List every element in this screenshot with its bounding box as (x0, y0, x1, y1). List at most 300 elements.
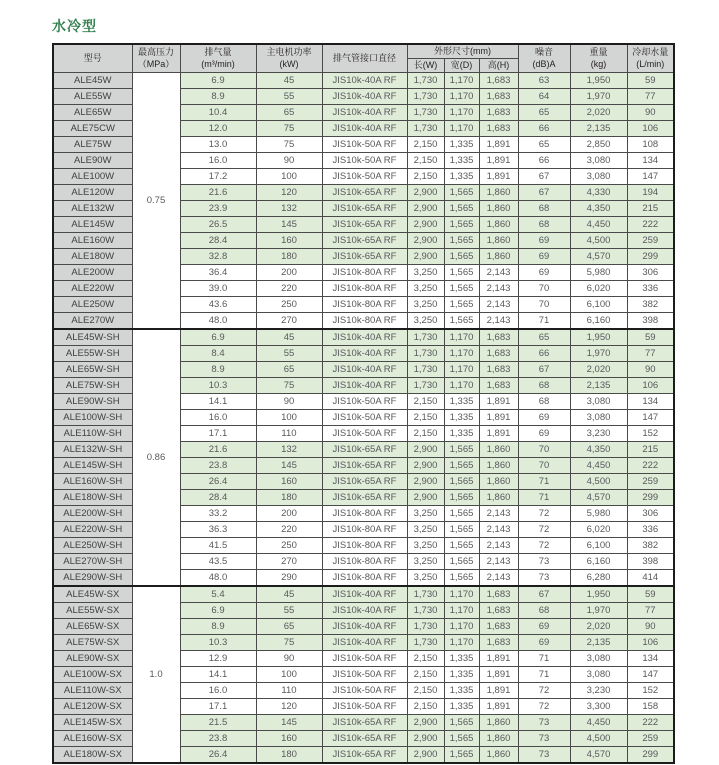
weight-cell: 4,570 (570, 490, 627, 506)
pipe-cell: JIS10k-65A RF (322, 442, 407, 458)
model-cell: ALE270W-SH (53, 554, 132, 570)
weight-cell: 3,080 (570, 651, 627, 667)
noise-cell: 72 (518, 522, 570, 538)
model-cell: ALE270W (53, 313, 132, 330)
pipe-cell: JIS10k-80A RF (322, 297, 407, 313)
dim-w-cell: 2,900 (407, 233, 444, 249)
power-cell: 75 (256, 378, 322, 394)
model-cell: ALE90W-SX (53, 651, 132, 667)
noise-cell: 69 (518, 635, 570, 651)
pressure-cell: 0.86 (132, 329, 180, 586)
cooling-cell: 152 (627, 426, 674, 442)
power-cell: 90 (256, 153, 322, 169)
dim-w-cell: 1,730 (407, 603, 444, 619)
dim-d-cell: 1,565 (444, 217, 479, 233)
pipe-cell: JIS10k-40A RF (322, 121, 407, 137)
dim-h-cell: 1,683 (479, 619, 518, 635)
displacement-cell: 23.8 (180, 458, 256, 474)
model-cell: ALE100W-SX (53, 667, 132, 683)
spec-table-body (53, 73, 674, 764)
dim-w-cell: 2,150 (407, 153, 444, 169)
dim-d-cell: 1,565 (444, 297, 479, 313)
displacement-cell: 8.4 (180, 346, 256, 362)
displacement-cell: 13.0 (180, 137, 256, 153)
cooling-cell: 106 (627, 121, 674, 137)
noise-cell: 70 (518, 458, 570, 474)
dim-d-cell: 1,170 (444, 105, 479, 121)
displacement-cell: 16.0 (180, 153, 256, 169)
model-cell: ALE132W (53, 201, 132, 217)
dim-d-cell: 1,335 (444, 426, 479, 442)
pipe-cell: JIS10k-40A RF (322, 603, 407, 619)
pipe-cell: JIS10k-40A RF (322, 619, 407, 635)
displacement-cell: 10.3 (180, 378, 256, 394)
dim-w-cell: 1,730 (407, 346, 444, 362)
cooling-cell: 299 (627, 490, 674, 506)
col-header-dim-h: 高(H) (479, 59, 518, 73)
dim-h-cell: 1,860 (479, 490, 518, 506)
noise-cell: 69 (518, 426, 570, 442)
power-cell: 220 (256, 522, 322, 538)
pressure-cell: 1.0 (132, 586, 180, 763)
dim-h-cell: 1,891 (479, 667, 518, 683)
dim-d-cell: 1,565 (444, 281, 479, 297)
dim-d-cell: 1,565 (444, 554, 479, 570)
pipe-cell: JIS10k-50A RF (322, 651, 407, 667)
cooling-cell: 398 (627, 554, 674, 570)
pipe-cell: JIS10k-40A RF (322, 346, 407, 362)
dim-h-cell: 1,891 (479, 426, 518, 442)
pipe-cell: JIS10k-80A RF (322, 554, 407, 570)
pipe-cell: JIS10k-50A RF (322, 153, 407, 169)
dim-w-cell: 1,730 (407, 586, 444, 603)
model-cell: ALE100W (53, 169, 132, 185)
displacement-cell: 12.0 (180, 121, 256, 137)
dim-h-cell: 1,860 (479, 458, 518, 474)
power-cell: 290 (256, 570, 322, 587)
dim-h-cell: 1,860 (479, 185, 518, 201)
dim-w-cell: 1,730 (407, 121, 444, 137)
header-line: 冷却水量 (632, 47, 669, 58)
col-header-noise (518, 44, 570, 73)
dim-w-cell: 1,730 (407, 105, 444, 121)
model-cell: ALE220W (53, 281, 132, 297)
cooling-cell: 90 (627, 105, 674, 121)
displacement-cell: 16.0 (180, 683, 256, 699)
cooling-cell: 77 (627, 603, 674, 619)
pipe-cell: JIS10k-50A RF (322, 394, 407, 410)
pipe-cell: JIS10k-65A RF (322, 715, 407, 731)
weight-cell: 1,950 (570, 73, 627, 89)
noise-cell: 73 (518, 570, 570, 587)
noise-cell: 70 (518, 297, 570, 313)
dim-d-cell: 1,170 (444, 362, 479, 378)
model-cell: ALE250W (53, 297, 132, 313)
cooling-cell: 215 (627, 201, 674, 217)
displacement-cell: 5.4 (180, 586, 256, 603)
noise-cell: 71 (518, 667, 570, 683)
dim-w-cell: 1,730 (407, 329, 444, 346)
power-cell: 100 (256, 667, 322, 683)
model-cell: ALE55W-SX (53, 603, 132, 619)
dim-h-cell: 1,891 (479, 699, 518, 715)
weight-cell: 6,020 (570, 522, 627, 538)
weight-cell: 6,160 (570, 554, 627, 570)
dim-d-cell: 1,170 (444, 635, 479, 651)
dim-h-cell: 2,143 (479, 313, 518, 330)
cooling-cell: 222 (627, 715, 674, 731)
dim-h-cell: 1,860 (479, 474, 518, 490)
col-header-dim-w: 长(W) (407, 59, 444, 73)
pipe-cell: JIS10k-65A RF (322, 217, 407, 233)
model-cell: ALE145W-SX (53, 715, 132, 731)
model-cell: ALE110W-SH (53, 426, 132, 442)
power-cell: 75 (256, 635, 322, 651)
displacement-cell: 6.9 (180, 329, 256, 346)
dim-d-cell: 1,565 (444, 506, 479, 522)
model-cell: ALE160W (53, 233, 132, 249)
model-cell: ALE75W (53, 137, 132, 153)
dim-w-cell: 2,900 (407, 715, 444, 731)
cooling-cell: 306 (627, 265, 674, 281)
dim-h-cell: 1,891 (479, 169, 518, 185)
model-cell: ALE220W-SH (53, 522, 132, 538)
weight-cell: 3,230 (570, 683, 627, 699)
dim-w-cell: 1,730 (407, 89, 444, 105)
cooling-cell: 147 (627, 169, 674, 185)
power-cell: 145 (256, 217, 322, 233)
pipe-cell: JIS10k-65A RF (322, 233, 407, 249)
dim-h-cell: 2,143 (479, 297, 518, 313)
dim-d-cell: 1,170 (444, 603, 479, 619)
noise-cell: 65 (518, 105, 570, 121)
dim-d-cell: 1,335 (444, 651, 479, 667)
pipe-cell: JIS10k-40A RF (322, 635, 407, 651)
dim-w-cell: 2,900 (407, 442, 444, 458)
dim-w-cell: 3,250 (407, 506, 444, 522)
power-cell: 45 (256, 586, 322, 603)
header-line: 重量 (589, 47, 608, 58)
dim-w-cell: 1,730 (407, 635, 444, 651)
model-cell: ALE180W-SX (53, 747, 132, 764)
weight-cell: 6,280 (570, 570, 627, 587)
dim-h-cell: 2,143 (479, 570, 518, 587)
pipe-cell: JIS10k-40A RF (322, 329, 407, 346)
noise-cell: 68 (518, 603, 570, 619)
dim-w-cell: 1,730 (407, 73, 444, 89)
dim-d-cell: 1,335 (444, 699, 479, 715)
noise-cell: 69 (518, 233, 570, 249)
dim-d-cell: 1,565 (444, 249, 479, 265)
dim-w-cell: 2,150 (407, 169, 444, 185)
model-cell: ALE55W (53, 89, 132, 105)
cooling-cell: 90 (627, 362, 674, 378)
header-line: (kg) (590, 58, 607, 69)
cooling-cell: 306 (627, 506, 674, 522)
pipe-cell: JIS10k-40A RF (322, 73, 407, 89)
model-cell: ALE250W-SH (53, 538, 132, 554)
header-row-main (53, 44, 674, 59)
pipe-cell: JIS10k-80A RF (322, 570, 407, 587)
noise-cell: 72 (518, 683, 570, 699)
noise-cell: 71 (518, 490, 570, 506)
dim-d-cell: 1,565 (444, 747, 479, 764)
power-cell: 55 (256, 89, 322, 105)
dim-w-cell: 3,250 (407, 281, 444, 297)
power-cell: 132 (256, 201, 322, 217)
dim-d-cell: 1,170 (444, 346, 479, 362)
cooling-cell: 147 (627, 410, 674, 426)
weight-cell: 3,300 (570, 699, 627, 715)
power-cell: 160 (256, 233, 322, 249)
dim-h-cell: 1,683 (479, 73, 518, 89)
weight-cell: 4,330 (570, 185, 627, 201)
weight-cell: 2,020 (570, 362, 627, 378)
noise-cell: 73 (518, 715, 570, 731)
dim-d-cell: 1,170 (444, 73, 479, 89)
dim-h-cell: 1,683 (479, 89, 518, 105)
model-cell: ALE200W (53, 265, 132, 281)
displacement-cell: 36.4 (180, 265, 256, 281)
cooling-cell: 106 (627, 635, 674, 651)
power-cell: 250 (256, 538, 322, 554)
col-header-pipe: 排气管接口直径 (322, 44, 407, 73)
weight-cell: 4,570 (570, 747, 627, 764)
displacement-cell: 41.5 (180, 538, 256, 554)
dim-d-cell: 1,565 (444, 265, 479, 281)
noise-cell: 67 (518, 185, 570, 201)
dim-w-cell: 2,900 (407, 747, 444, 764)
pipe-cell: JIS10k-65A RF (322, 731, 407, 747)
dim-d-cell: 1,565 (444, 731, 479, 747)
pipe-cell: JIS10k-80A RF (322, 265, 407, 281)
noise-cell: 73 (518, 731, 570, 747)
dim-w-cell: 3,250 (407, 522, 444, 538)
cooling-cell: 222 (627, 217, 674, 233)
cooling-cell: 398 (627, 313, 674, 330)
header-line: (kW) (279, 58, 299, 69)
displacement-cell: 10.3 (180, 635, 256, 651)
col-header-power (256, 44, 322, 73)
model-cell: ALE100W-SH (53, 410, 132, 426)
col-header-model: 型号 (53, 44, 132, 73)
power-cell: 132 (256, 442, 322, 458)
weight-cell: 1,970 (570, 603, 627, 619)
displacement-cell: 26.4 (180, 747, 256, 764)
table-row (53, 73, 674, 89)
dim-w-cell: 2,150 (407, 651, 444, 667)
cooling-cell: 147 (627, 667, 674, 683)
weight-cell: 4,500 (570, 731, 627, 747)
model-cell: ALE65W-SX (53, 619, 132, 635)
model-cell: ALE65W-SH (53, 362, 132, 378)
dim-w-cell: 2,900 (407, 217, 444, 233)
dim-h-cell: 1,683 (479, 346, 518, 362)
dim-w-cell: 2,150 (407, 699, 444, 715)
pipe-cell: JIS10k-40A RF (322, 89, 407, 105)
noise-cell: 69 (518, 410, 570, 426)
model-cell: ALE160W-SH (53, 474, 132, 490)
cooling-cell: 152 (627, 683, 674, 699)
dim-h-cell: 1,683 (479, 362, 518, 378)
dim-h-cell: 2,143 (479, 538, 518, 554)
noise-cell: 68 (518, 378, 570, 394)
power-cell: 180 (256, 747, 322, 764)
dim-h-cell: 1,860 (479, 747, 518, 764)
noise-cell: 66 (518, 346, 570, 362)
model-cell: ALE65W (53, 105, 132, 121)
dim-d-cell: 1,335 (444, 169, 479, 185)
displacement-cell: 12.9 (180, 651, 256, 667)
dim-h-cell: 2,143 (479, 554, 518, 570)
pipe-cell: JIS10k-65A RF (322, 185, 407, 201)
header-line: (L/min) (636, 58, 665, 69)
dim-d-cell: 1,565 (444, 313, 479, 330)
cooling-cell: 382 (627, 297, 674, 313)
model-cell: ALE120W (53, 185, 132, 201)
header-line: （MPa） (137, 58, 175, 69)
power-cell: 65 (256, 362, 322, 378)
power-cell: 160 (256, 731, 322, 747)
dim-h-cell: 1,891 (479, 137, 518, 153)
pressure-cell: 0.75 (132, 73, 180, 330)
noise-cell: 72 (518, 538, 570, 554)
table-row (53, 586, 674, 603)
model-cell: ALE90W-SH (53, 394, 132, 410)
noise-cell: 68 (518, 201, 570, 217)
power-cell: 120 (256, 699, 322, 715)
displacement-cell: 36.3 (180, 522, 256, 538)
header-line: (m³/min) (201, 58, 235, 69)
dim-w-cell: 3,250 (407, 313, 444, 330)
cooling-cell: 134 (627, 153, 674, 169)
dim-w-cell: 2,150 (407, 683, 444, 699)
pipe-cell: JIS10k-65A RF (322, 747, 407, 764)
weight-cell: 6,100 (570, 538, 627, 554)
displacement-cell: 48.0 (180, 313, 256, 330)
power-cell: 55 (256, 603, 322, 619)
displacement-cell: 6.9 (180, 603, 256, 619)
weight-cell: 4,500 (570, 474, 627, 490)
weight-cell: 3,080 (570, 394, 627, 410)
model-cell: ALE75W-SX (53, 635, 132, 651)
displacement-cell: 39.0 (180, 281, 256, 297)
noise-cell: 65 (518, 137, 570, 153)
pipe-cell: JIS10k-50A RF (322, 683, 407, 699)
cooling-cell: 106 (627, 378, 674, 394)
dim-w-cell: 2,150 (407, 394, 444, 410)
dim-d-cell: 1,170 (444, 619, 479, 635)
cooling-cell: 59 (627, 329, 674, 346)
displacement-cell: 17.1 (180, 699, 256, 715)
model-cell: ALE90W (53, 153, 132, 169)
weight-cell: 3,080 (570, 169, 627, 185)
dim-h-cell: 1,860 (479, 715, 518, 731)
displacement-cell: 33.2 (180, 506, 256, 522)
weight-cell: 1,970 (570, 89, 627, 105)
pipe-cell: JIS10k-50A RF (322, 699, 407, 715)
pipe-cell: JIS10k-50A RF (322, 169, 407, 185)
weight-cell: 6,100 (570, 297, 627, 313)
noise-cell: 71 (518, 313, 570, 330)
model-cell: ALE290W-SH (53, 570, 132, 587)
dim-h-cell: 1,860 (479, 201, 518, 217)
dim-d-cell: 1,335 (444, 394, 479, 410)
cooling-cell: 108 (627, 137, 674, 153)
power-cell: 250 (256, 297, 322, 313)
table-row (53, 329, 674, 346)
dim-w-cell: 2,900 (407, 731, 444, 747)
noise-cell: 71 (518, 651, 570, 667)
cooling-cell: 222 (627, 458, 674, 474)
weight-cell: 4,450 (570, 715, 627, 731)
dim-h-cell: 1,683 (479, 635, 518, 651)
dim-d-cell: 1,565 (444, 490, 479, 506)
weight-cell: 2,850 (570, 137, 627, 153)
model-cell: ALE45W-SX (53, 586, 132, 603)
dim-h-cell: 1,891 (479, 410, 518, 426)
dim-w-cell: 3,250 (407, 297, 444, 313)
dim-h-cell: 1,860 (479, 217, 518, 233)
dim-h-cell: 1,683 (479, 586, 518, 603)
displacement-cell: 26.5 (180, 217, 256, 233)
col-header-weight (570, 44, 627, 73)
weight-cell: 3,230 (570, 426, 627, 442)
dim-w-cell: 2,900 (407, 201, 444, 217)
power-cell: 75 (256, 137, 322, 153)
dim-w-cell: 3,250 (407, 265, 444, 281)
power-cell: 160 (256, 474, 322, 490)
weight-cell: 1,950 (570, 586, 627, 603)
power-cell: 75 (256, 121, 322, 137)
noise-cell: 72 (518, 699, 570, 715)
spec-table (52, 43, 675, 764)
cooling-cell: 77 (627, 346, 674, 362)
cooling-cell: 59 (627, 73, 674, 89)
page-title: 水冷型 (52, 18, 97, 34)
cooling-cell: 299 (627, 747, 674, 764)
weight-cell: 2,020 (570, 619, 627, 635)
noise-cell: 70 (518, 281, 570, 297)
power-cell: 180 (256, 249, 322, 265)
dim-d-cell: 1,565 (444, 185, 479, 201)
dim-h-cell: 1,683 (479, 105, 518, 121)
noise-cell: 69 (518, 265, 570, 281)
weight-cell: 3,080 (570, 153, 627, 169)
weight-cell: 4,350 (570, 201, 627, 217)
power-cell: 145 (256, 458, 322, 474)
dim-h-cell: 1,891 (479, 651, 518, 667)
model-cell: ALE75CW (53, 121, 132, 137)
col-header-dim-d: 宽(D) (444, 59, 479, 73)
weight-cell: 3,080 (570, 410, 627, 426)
pipe-cell: JIS10k-50A RF (322, 667, 407, 683)
power-cell: 90 (256, 394, 322, 410)
cooling-cell: 259 (627, 474, 674, 490)
power-cell: 110 (256, 683, 322, 699)
header-line: 排气量 (204, 47, 232, 58)
displacement-cell: 17.1 (180, 426, 256, 442)
model-cell: ALE200W-SH (53, 506, 132, 522)
dim-d-cell: 1,170 (444, 121, 479, 137)
dim-d-cell: 1,170 (444, 329, 479, 346)
dim-d-cell: 1,335 (444, 667, 479, 683)
weight-cell: 1,950 (570, 329, 627, 346)
power-cell: 65 (256, 619, 322, 635)
power-cell: 55 (256, 346, 322, 362)
model-cell: ALE180W (53, 249, 132, 265)
dim-d-cell: 1,565 (444, 570, 479, 587)
